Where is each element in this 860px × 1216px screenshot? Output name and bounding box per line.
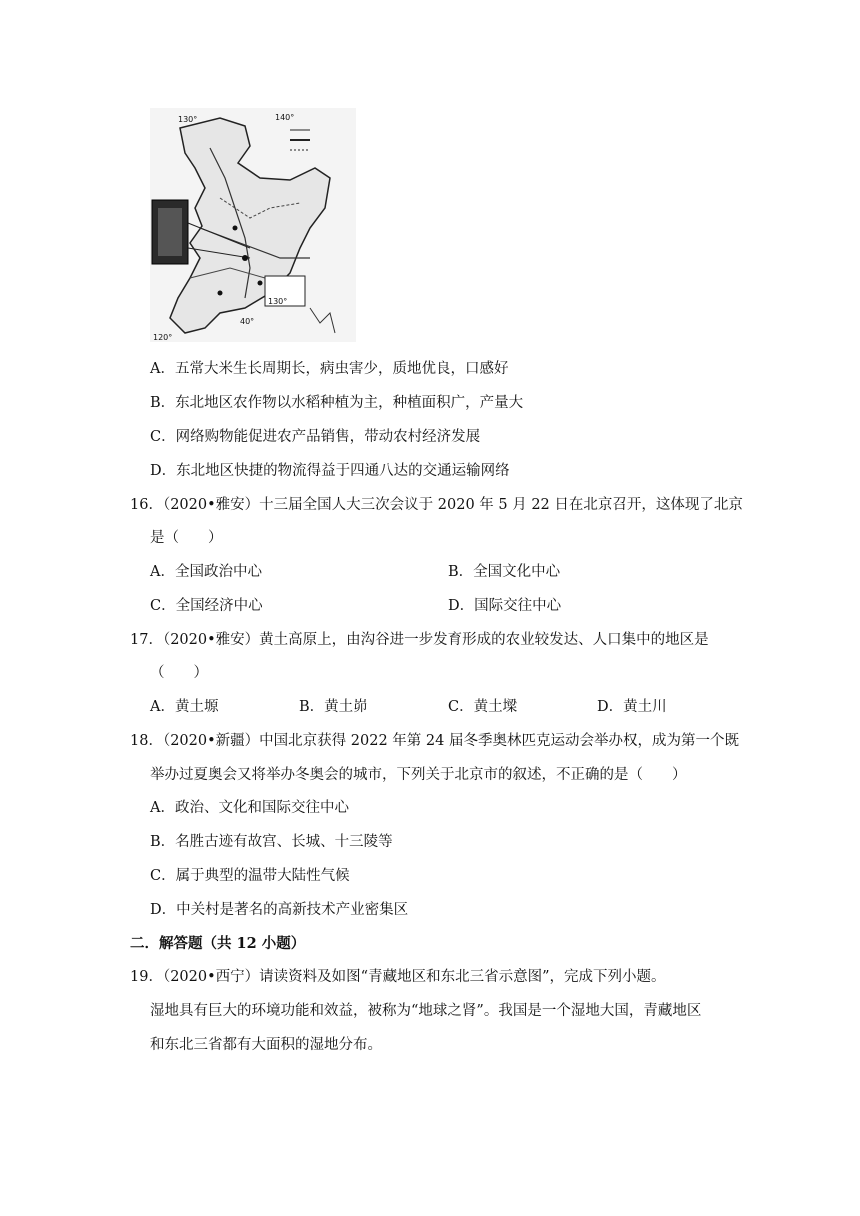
- q15-option-a: A．五常大米生长周期长，病虫害少，质地优良，口感好: [150, 361, 509, 377]
- map-label: 130°: [268, 297, 288, 306]
- q19-paragraph-line2: 和东北三省都有大面积的湿地分布。: [150, 1037, 382, 1053]
- q16-stem-line2: 是（ ）: [150, 530, 223, 546]
- q16-stem-line1: 16．（2020•雅安）十三届全国人大三次会议于 2020 年 5 月 22 日在北京召开，这体现了北京: [130, 497, 743, 513]
- q16-option-a: A．全国政治中心: [150, 564, 262, 580]
- map-figure: [150, 108, 356, 342]
- q18-option-d: D．中关村是著名的高新技术产业密集区: [150, 902, 409, 918]
- q16-option-b: B．全国文化中心: [448, 564, 561, 580]
- q17-option-d: D．黄土川: [597, 699, 667, 715]
- q17-stem-line2: （ ）: [150, 665, 208, 681]
- q19-stem-line1: 19．（2020•西宁）请读资料及如图“青藏地区和东北三省示意图”，完成下列小题。: [130, 969, 666, 985]
- q15-option-b: B．东北地区农作物以水稻种植为主，种植面积广，产量大: [150, 395, 524, 411]
- q18-stem-line2: 举办过夏奥会又将举办冬奥会的城市，下列关于北京市的叙述，不正确的是（ ）: [150, 767, 687, 783]
- q16-option-d: D．国际交往中心: [448, 598, 562, 614]
- map-label: 130°: [178, 115, 198, 124]
- map-label: 120°: [153, 333, 173, 342]
- q17-option-b: B．黄土峁: [299, 699, 368, 715]
- q15-option-d: D．东北地区快捷的物流得益于四通八达的交通运输网络: [150, 463, 510, 479]
- q18-stem-line1: 18．（2020•新疆）中国北京获得 2022 年第 24 届冬季奥林匹克运动会举办权，成为第一个既: [130, 733, 739, 749]
- section-title: 二．解答题（共 12 小题）: [130, 935, 306, 952]
- q17-option-c: C．黄土墚: [448, 699, 518, 715]
- q19-paragraph-line1: 湿地具有巨大的环境功能和效益，被称为“地球之肾”。我国是一个湿地大国，青藏地区: [150, 1003, 702, 1019]
- q17-option-a: A．黄土塬: [150, 699, 219, 715]
- q18-option-b: B．名胜古迹有故宫、长城、十三陵等: [150, 834, 393, 850]
- map-label: 40°: [240, 317, 255, 326]
- northeast-china-map: [150, 108, 356, 342]
- q18-option-c: C．属于典型的温带大陆性气候: [150, 868, 350, 884]
- map-label: 140°: [275, 113, 295, 122]
- q17-stem-line1: 17．（2020•雅安）黄土高原上，由沟谷进一步发育形成的农业较发达、人口集中的地区是: [130, 632, 709, 648]
- q15-option-c: C．网络购物能促进农产品销售，带动农村经济发展: [150, 429, 481, 445]
- q16-option-c: C．全国经济中心: [150, 598, 263, 614]
- q18-option-a: A．政治、文化和国际交往中心: [150, 800, 349, 816]
